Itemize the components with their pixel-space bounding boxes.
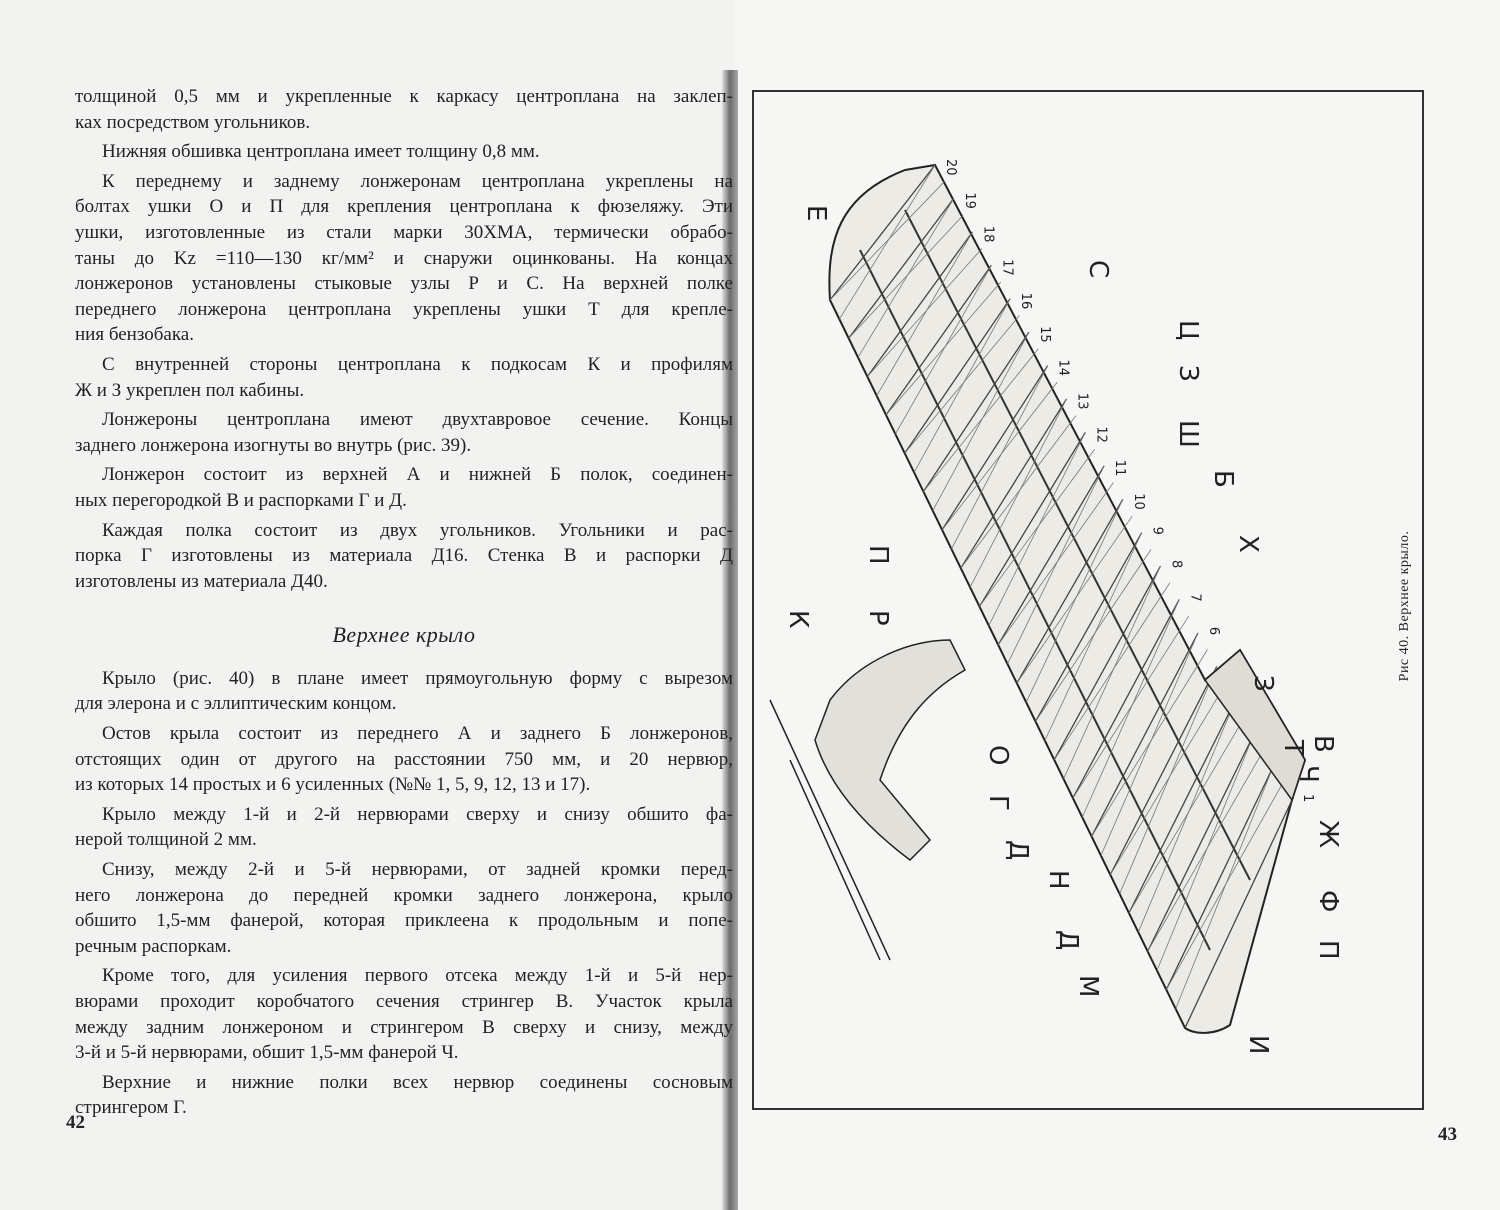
figure-label: В <box>1308 735 1338 753</box>
text-line: изготовлены из материала Д40. <box>75 570 328 592</box>
figure-label: С <box>1083 260 1113 279</box>
figure-label: Т <box>1278 740 1308 756</box>
figure-label: Б <box>1208 470 1238 488</box>
text-line: толщиной 0,5 мм и укрепленные к каркасу центроплана на заклеп- <box>75 86 733 107</box>
text-line: Лонжероны центроплана имеют двухтавровое сечение. Концы <box>102 409 733 431</box>
text-line: Нижняя обшивка центроплана имеет толщину 0,8 мм. <box>102 141 540 163</box>
text-line: 3-й и 5-й нервюрами, обшит 1,5-мм фанерой Ч. <box>75 1042 459 1064</box>
rib-number: 1 <box>1300 794 1315 803</box>
text-line: отстоящих один от другого на расстоянии 750 мм, и 20 нервюр, <box>75 748 733 770</box>
text-line: стрингером Г. <box>75 1097 187 1119</box>
figure-label: З <box>1248 675 1278 692</box>
rib-number: 14 <box>1055 359 1071 377</box>
rib-number: 15 <box>1036 326 1052 343</box>
rib-number: 7 <box>1187 593 1203 602</box>
figure-label: Н <box>1043 870 1073 890</box>
rib-number: 20 <box>943 159 958 176</box>
rib-number: 18 <box>980 225 996 243</box>
figure-label: Д <box>1053 930 1083 951</box>
text-line: таны до Kz =110—130 кг/мм² и снаружи оцинкованы. На концах <box>75 247 733 269</box>
text-line: лонжеронов установлены стыковые узлы Р и С. На верхней полке <box>75 273 733 295</box>
figure-label: Х <box>1233 535 1263 553</box>
text-line: болтах ушки О и П для крепления центроплана к фюзеляжу. Эти <box>75 196 733 218</box>
page-number-right: 43 <box>1438 1124 1457 1145</box>
text-line: Кроме того, для усиления первого отсека между 1-й и 5-й нер- <box>102 965 733 987</box>
text-line: С внутренней стороны центроплана к подкосам К и профилям <box>102 353 733 375</box>
figure-label: Ч <box>1293 765 1323 783</box>
text-line: Лонжерон состоит из верхней А и нижней Б полок, соединен- <box>102 464 733 486</box>
figure-caption: Рис 40. Верхнее крыло. <box>1397 530 1412 682</box>
rib-number: 17 <box>999 259 1015 276</box>
fitting-detail <box>815 640 965 860</box>
text-line: ушки, изготовленные из стали марки 30ХМА, термически обрабо- <box>75 221 733 243</box>
figure-label: П <box>863 545 893 565</box>
page-number-left: 42 <box>66 1112 85 1133</box>
text-line: К переднему и заднему лонжеронам центроплана укреплены на <box>102 170 733 192</box>
rib-number: 12 <box>1093 426 1109 443</box>
rib-number: 6 <box>1206 626 1222 636</box>
figure-label: Е <box>801 205 831 222</box>
figure-label: Ц <box>1173 320 1203 341</box>
text-line: вюрами проходит коробчатого сечения стрингер В. Участок крыла <box>75 991 733 1012</box>
text-line: речным распоркам. <box>75 935 232 957</box>
text-line: из которых 14 простых и 6 усиленных (№№ 1, 5, 9, 12, 13 и 17). <box>75 774 591 796</box>
text-line: Крыло между 1-й и 2-й нервюрами сверху и снизу обшито фа- <box>102 803 733 825</box>
rib-number: 8 <box>1168 560 1184 569</box>
text-line: нерой толщиной 2 мм. <box>75 829 257 851</box>
figure-label: Ф <box>1313 890 1343 913</box>
text-line: Верхние и нижние полки всех нервюр соединены сосновым <box>102 1071 733 1093</box>
text-line: заднего лонжерона изогнуты во внутрь (рис. 39). <box>75 434 472 456</box>
figure-label: З <box>1173 365 1203 382</box>
text-line: ных перегородкой В и распорками Г и Д. <box>75 489 407 511</box>
wing-outline <box>829 165 1305 1033</box>
figure-label: К <box>783 610 813 629</box>
text-line: Остов крыла состоит из переднего А и заднего Б лонжеронов, <box>102 723 733 745</box>
text-line: Снизу, между 2-й и 5-й нервюрами, от задней кромки перед- <box>102 859 733 881</box>
text-line: Ж и З укреплен пол кабины. <box>75 379 305 401</box>
text-line: переднего лонжерона центроплана укреплены ушки Т для крепле- <box>75 298 733 320</box>
figure-label: И <box>1243 1035 1273 1055</box>
rib-number: 11 <box>1112 459 1128 477</box>
figure-label: П <box>1313 940 1343 960</box>
text-line: для элерона и с эллиптическим концом. <box>75 693 397 715</box>
section-heading: Верхнее крыло <box>332 622 476 648</box>
rib-number: 16 <box>1018 292 1034 310</box>
figure-label: Г <box>983 795 1013 811</box>
figure-label: М <box>1073 975 1103 998</box>
text-line: обшито 1,5-мм фанерой, которая приклеена к продольным и попе- <box>75 910 733 932</box>
figure-label: О <box>983 745 1013 766</box>
figure-label: Р <box>863 610 893 626</box>
figure-label: Ж <box>1313 820 1343 849</box>
rib-number: 13 <box>1074 392 1090 410</box>
figure-label: Д <box>1003 840 1033 861</box>
text-line: него лонжерона до передней кромки заднего лонжерона, крыло <box>75 884 733 906</box>
rib-number: 19 <box>961 192 977 209</box>
rib-number: 9 <box>1149 526 1165 535</box>
text-line: между задним лонжероном и стрингером В сверху и снизу, между <box>75 1016 733 1038</box>
text-line: Каждая полка состоит из двух угольников. Угольники и рас- <box>102 519 733 541</box>
text-line: ках посредством угольников. <box>75 111 311 133</box>
text-line: Крыло (рис. 40) в плане имеет прямоугольную форму с вырезом <box>102 667 733 689</box>
figure-label: Ш <box>1173 420 1203 448</box>
rib-number: 10 <box>1130 493 1146 510</box>
text-line: ния бензобака. <box>75 324 194 346</box>
text-line: порка Г изготовлены из материала Д16. Стенка В и распорки Д <box>75 545 733 567</box>
